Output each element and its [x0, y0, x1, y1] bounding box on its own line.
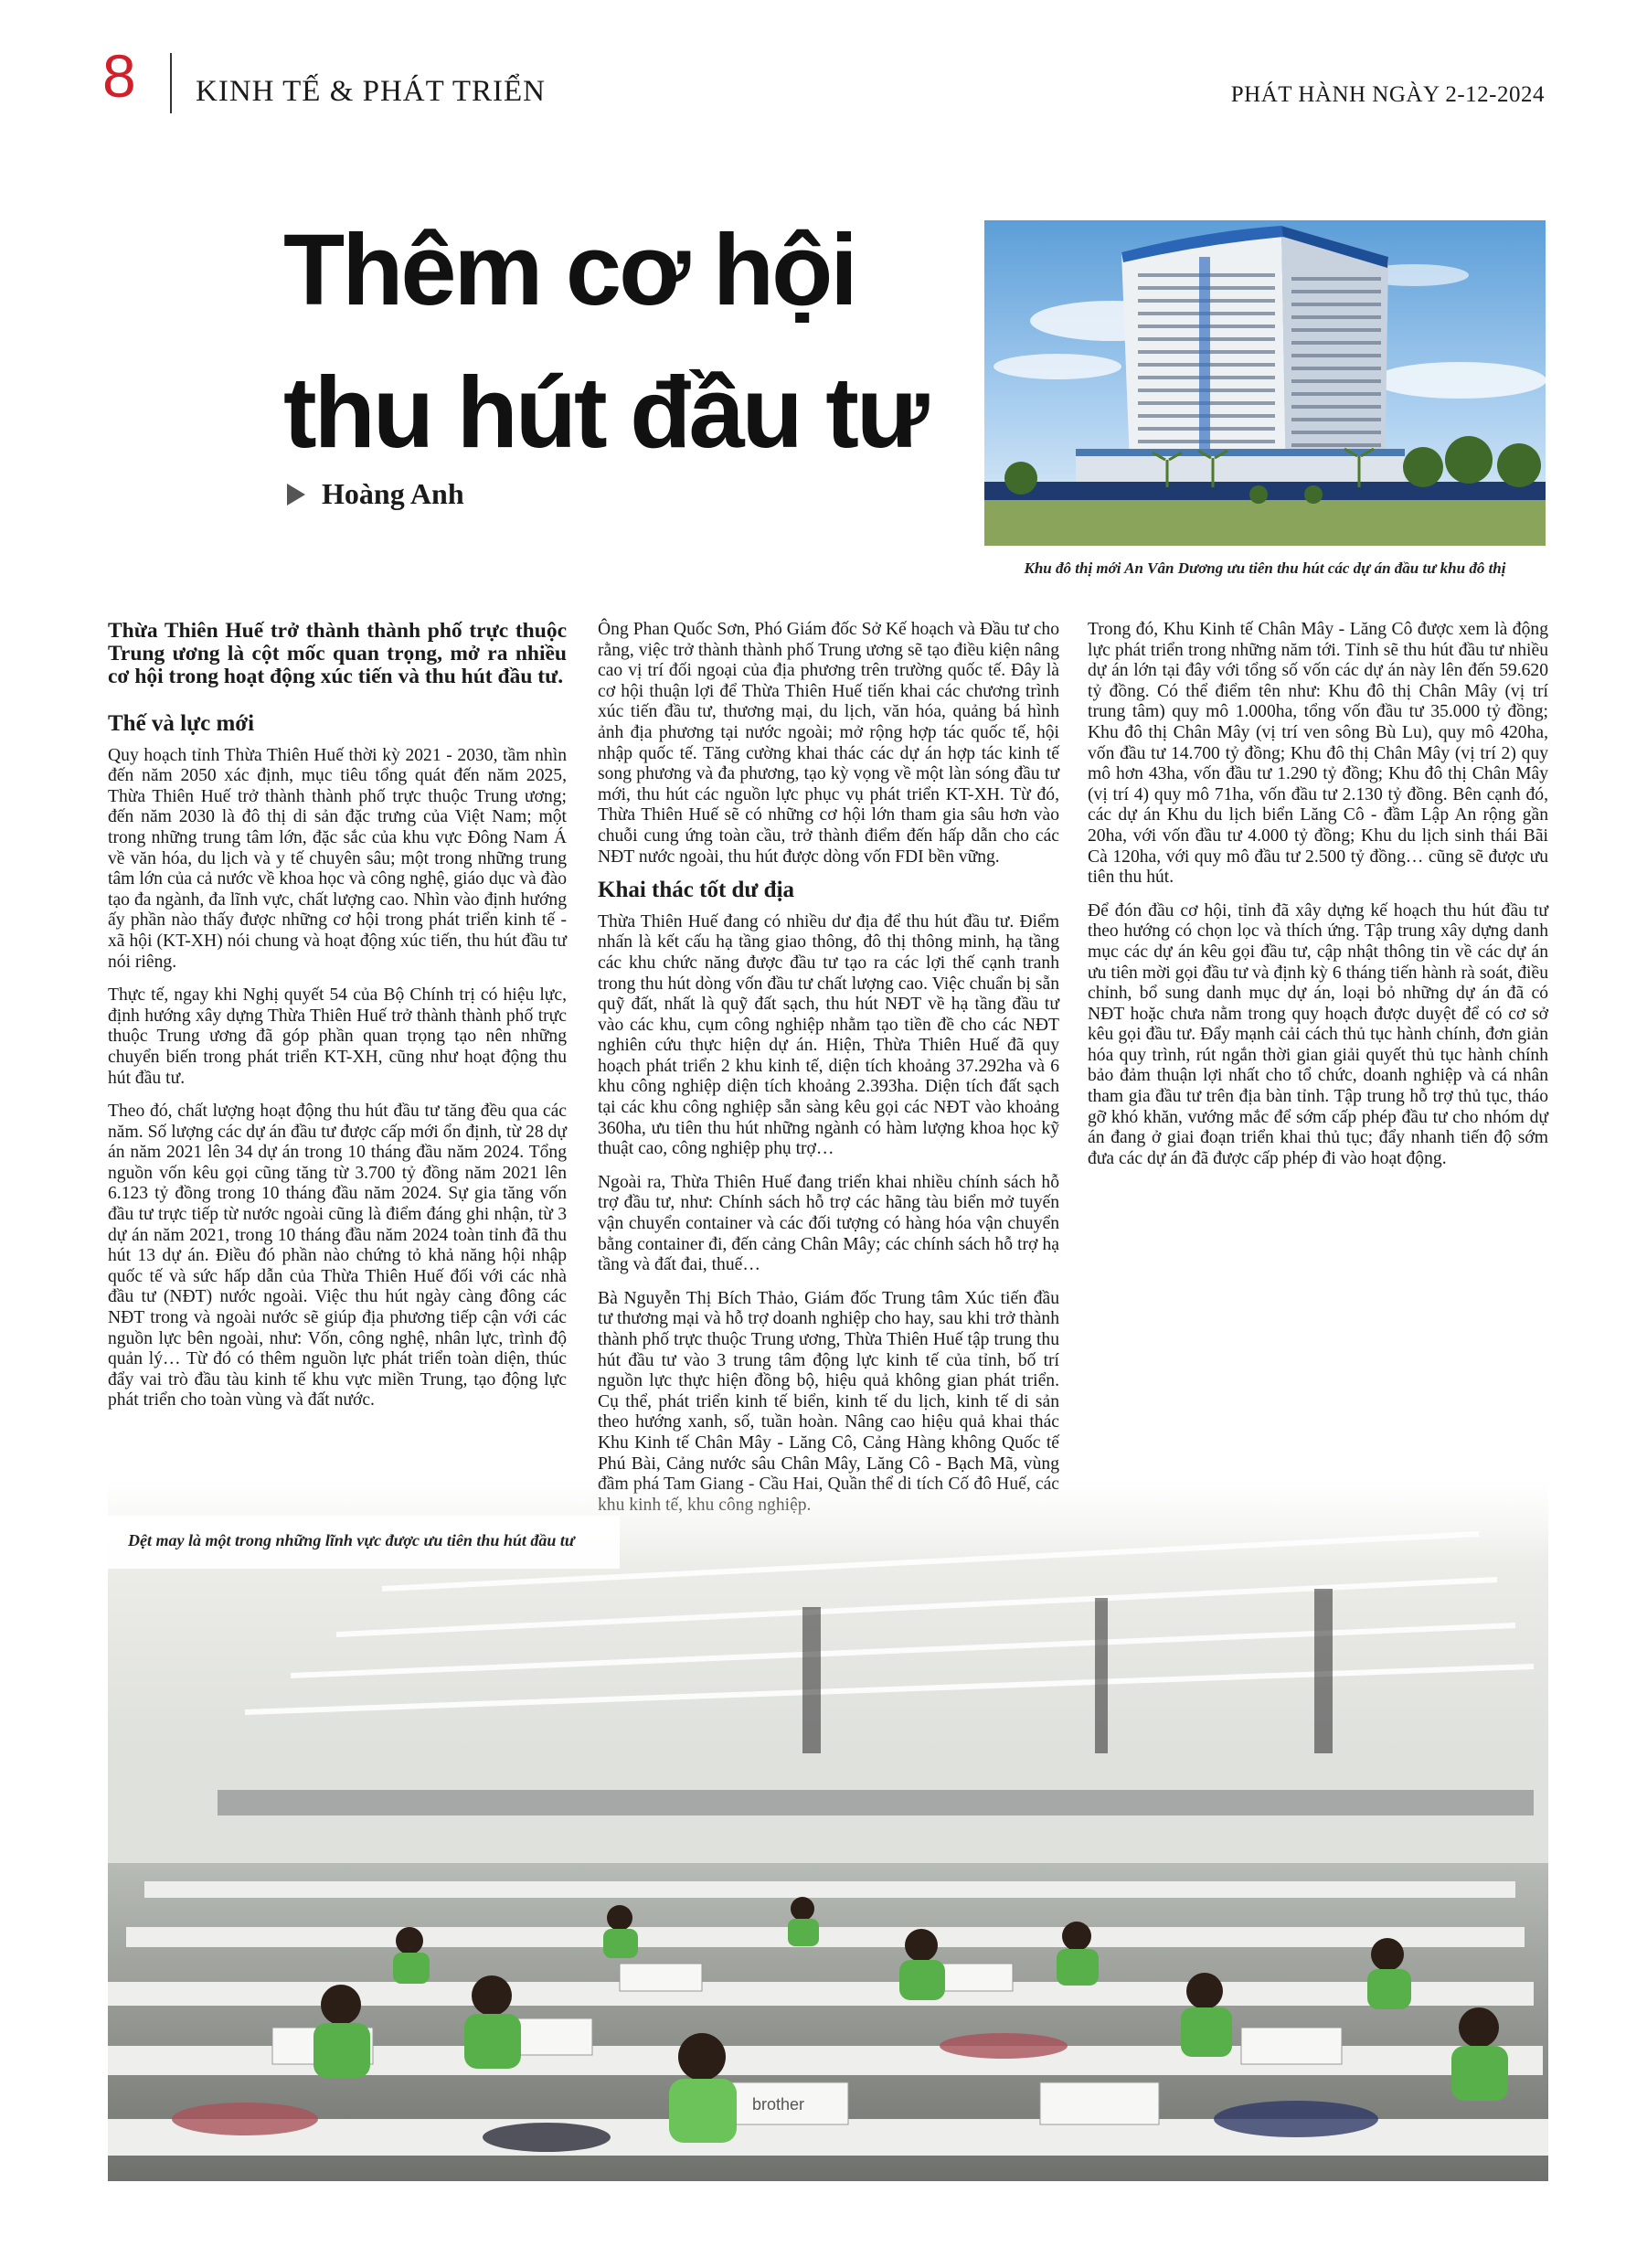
section-title: KINH TẾ & PHÁT TRIỂN	[196, 75, 546, 108]
paragraph: Ngoài ra, Thừa Thiên Huế đang triển khai nhiều chính sách hỗ trợ đầu tư, như: Chính sách hỗ trợ các hãng tàu biển mở tuyến vận chuyển container và các đối tượng có hàng hóa vận chuyển bằng container đi, đến cảng Chân Mây; các chính sách hỗ trợ hạ tầng và đất đai, thuế…	[598, 1172, 1059, 1275]
factory-photo	[108, 1479, 1548, 2181]
apartment-tower-illustration	[984, 220, 1546, 546]
paragraph: Quy hoạch tỉnh Thừa Thiên Huế thời kỳ 2021 - 2030, tầm nhìn đến năm 2050 xác định, mục tiêu tổng quát đến năm 2025, Thừa Thiên Huế trở thành thành phố trực thuộc Trung ương; đến năm 2030 là đô thị di sản đặc trưng của Việt Nam; một trong những trung tâm lớn, đặc sắc của khu vực Đông Nam Á về văn hóa, du lịch và y tế chuyên sâu; một trong những trung tâm lớn của cả nước về khoa học và công nghệ, giáo dục và đào tạo đa ngành, đa lĩnh vực, chất lượng cao. Nhìn vào định hướng ấy phần nào thấy được những cơ hội trong phát triển kinh tế - xã hội (KT-XH) nói chung và hoạt động xúc tiến, thu hút đầu tư nói riêng.	[108, 745, 567, 972]
paragraph: Trong đó, Khu Kinh tế Chân Mây - Lăng Cô được xem là động lực phát triển trong những năm tới. Tỉnh sẽ thu hút đầu tư nhiều dự án lớn tại đây với tổng số vốn các dự án này lên đến 59.620 tỷ đồng. Có thể điểm tên như: Khu đô thị Chân Mây (vị trí trung tâm) quy mô 1.000ha, tổng vốn đầu tư 35.000 tỷ đồng; Khu đô thị Chân Mây (vị trí ven sông Bù Lu), quy mô 420ha, vốn đầu tư 14.700 tỷ đồng; Khu đô thị Chân Mây (vị trí 2) quy mô hơn 43ha, vốn đầu tư 1.290 tỷ đồng; Khu đô thị Chân Mây (vị trí 4) quy mô 71ha, vốn đầu tư 2.130 tỷ đồng. Bên cạnh đó, các dự án Khu du lịch biển Lăng Cô - đầm Lập An rộng gần 20ha, với vốn đầu tư 4.000 tỷ đồng; Khu du lịch sinh thái Bãi Cà 120ha, với quy mô đầu tư 2.500 tỷ đồng… cũng sẽ được ưu tiên thu hút.	[1088, 620, 1548, 888]
paragraph: Thực tế, ngay khi Nghị quyết 54 của Bộ Chính trị có hiệu lực, định hướng xây dựng Thừa Thiên Huế trở thành thành phố trực thuộc Trung ương đã góp phần quan trọng tạo nên những chuyển biến trong phát triển KT-XH, cũng như hoạt động thu hút đầu tư.	[108, 985, 567, 1088]
triangle-bullet-icon	[287, 484, 305, 506]
article-title: Thêm cơ hội thu hút đầu tư	[283, 214, 927, 469]
author-name: Hoàng Anh	[322, 477, 464, 510]
top-photo-caption: Khu đô thị mới An Vân Dương ưu tiên thu hút các dự án đầu tư khu đô thị	[1024, 559, 1506, 577]
garment-factory-illustration	[108, 1479, 1548, 2181]
paragraph: Thừa Thiên Huế đang có nhiều dư địa để thu hút đầu tư. Điểm nhấn là kết cấu hạ tầng giao thông, đô thị thông minh, hạ tầng các khu chức năng được đầu tư tạo ra các lợi thế cạnh tranh trong thu hút dòng vốn đầu tư chất lượng cao. Việc chuẩn bị sẵn quỹ đất, nhất là quỹ đất sạch, thu hút NĐT về hạ tầng đầu tư vào các khu, cụm công nghiệp nhằm tạo tiền đề cho các NĐT nghiên cứu thực hiện dự án. Hiện, Thừa Thiên Huế đã quy hoạch phát triển 2 khu kinh tế, diện tích khoảng 37.292ha và 6 khu công nghiệp diện tích khoảng 2.393ha. Diện tích đất sạch tại các khu công nghiệp sẵn sàng kêu gọi các NĐT vào khoảng 360ha, ưu tiên thu hút những ngành có hàm lượng khoa học kỹ thuật cao, công nghiệp phụ trợ…	[598, 911, 1059, 1159]
bottom-photo-caption: Dệt may là một trong những lĩnh vực được ưu tiên thu hút đầu tư	[108, 1516, 620, 1569]
building-photo	[984, 220, 1546, 546]
paragraph: Theo đó, chất lượng hoạt động thu hút đầu tư tăng đều qua các năm. Số lượng các dự án đầu tư được cấp mới ổn định, từ 28 dự án năm 2021 lên 34 dự án trong 10 tháng đầu năm 2024. Tổng nguồn vốn kêu gọi cũng tăng từ 3.700 tỷ đồng năm 2021 lên 6.123 tỷ đồng trong 10 tháng đầu năm 2024. Sự gia tăng vốn đầu tư trực tiếp từ nước ngoài cũng là điểm đáng ghi nhận, từ 3 dự án năm 2021, trong 10 tháng đầu năm 2024 toàn tỉnh đã thu hút 13 dự án. Điều đó phần nào chứng tỏ khả năng hội nhập quốc tế và sức hấp dẫn của Thừa Thiên Huế đối với các nhà đầu tư (NĐT) nước ngoài. Việc thu hút ngày càng đông các NĐT trong và ngoài nước sẽ giúp địa phương tiếp cận với các nguồn lực bên ngoài, như: Vốn, công nghệ, nhân lực, trình độ quản lý… Từ đó có thêm nguồn lực phát triển toàn diện, thúc đẩy vai trò đầu tàu kinh tế khu vực miền Trung, tạo động lực phát triển cho toàn vùng và đất nước.	[108, 1102, 567, 1411]
paragraph: Để đón đầu cơ hội, tỉnh đã xây dựng kế hoạch thu hút đầu tư theo hướng có chọn lọc và thích ứng. Tập trung xây dựng danh mục các dự án kêu gọi đầu tư, cập nhật thông tin về các dự án ưu tiên mời gọi đầu tư và định kỳ 6 tháng tiến hành rà soát, điều chỉnh, bổ sung danh mục dự án, loại bỏ những dự án đã có NĐT hoặc chưa nằm trong quy hoạch được duyệt để có cơ sở kêu gọi đầu tư. Đẩy mạnh cải cách thủ tục hành chính, đơn giản hóa quy trình, rút ngắn thời gian giải quyết thủ tục hành chính bảo đảm thuận lợi nhất cho tổ chức, doanh nghiệp và cá nhân tham gia đầu tư trên địa bàn tỉnh. Tập trung hỗ trợ thủ tục, tháo gỡ khó khăn, vướng mắc để sớm cấp phép đầu tư cho nhóm dự án đang ở giai đoạn triển khai thủ tục; đẩy nhanh tiến độ sớm đưa các dự án đã được cấp phép đi vào hoạt động.	[1088, 900, 1548, 1168]
release-date: PHÁT HÀNH NGÀY 2-12-2024	[1230, 82, 1545, 107]
subheading-the-va-luc-moi: Thế và lực mới	[108, 711, 255, 736]
machine-brand-label: brother	[752, 2095, 805, 2114]
article-column-1	[108, 620, 567, 1424]
article-column-3	[1088, 620, 1548, 1182]
paragraph: Ông Phan Quốc Sơn, Phó Giám đốc Sở Kế hoạch và Đầu tư cho rằng, việc trở thành thành phố Trung ương sẽ tạo điều kiện nâng cao vị trí đối ngoại của địa phương trên trường quốc tế. Đây là cơ hội thuận lợi để Thừa Thiên Huế tiến khai các chương trình xúc tiến đầu tư, thương mại, du lịch, văn hóa, quảng bá hình ảnh địa phương tại nước ngoài; mở rộng hợp tác quốc tế, hội nhập quốc tế. Tăng cường khai thác các dự án hợp tác kinh tế song phương và đa phương, tạo kỳ vọng về một làn sóng đầu tư mới, thu hút các nguồn lực phục vụ phát triển KT-XH. Từ đó, Thừa Thiên Huế sẽ có những cơ hội lớn tham gia sâu hơn vào chuỗi cung ứng toàn cầu, trở thành điểm đến hấp dẫn cho các NĐT nước ngoài, thu hút được dòng vốn FDI bền vững.	[598, 620, 1059, 867]
article-column-2	[598, 620, 1059, 1528]
page-number: 8	[102, 42, 136, 110]
header-divider	[170, 53, 172, 113]
byline	[287, 477, 464, 511]
subheading-khai-thac-tot-du-dia: Khai thác tốt dư địa	[598, 878, 795, 903]
lead-paragraph: Thừa Thiên Huế trở thành thành phố trực thuộc Trung ương là cột mốc quan trọng, mở ra nhiều cơ hội trong hoạt động xúc tiến và thu hút đầu tư.	[108, 619, 567, 688]
paragraph: Bà Nguyễn Thị Bích Thảo, Giám đốc Trung tâm Xúc tiến đầu tư thương mại và hỗ trợ doanh nghiệp cho hay, sau khi trở thành thành phố trực thuộc Trung ương, Thừa Thiên Huế tập trung thu hút đầu tư vào 3 trung tâm động lực kinh tế của tỉnh, bố trí nguồn lực thực hiện đồng bộ, hiệu quả không gian phát triển. Cụ thể, phát triển kinh tế biển, kinh tế du lịch, kinh tế di sản theo hướng xanh, số, tuần hoàn. Nâng cao hiệu quả khai thác Khu Kinh tế Chân Mây - Lăng Cô, Cảng Hàng không Quốc tế Phú Bài, Cảng nước sâu Chân Mây, Lăng Cô - Bạch Mã, vùng	[598, 1288, 1059, 1474]
